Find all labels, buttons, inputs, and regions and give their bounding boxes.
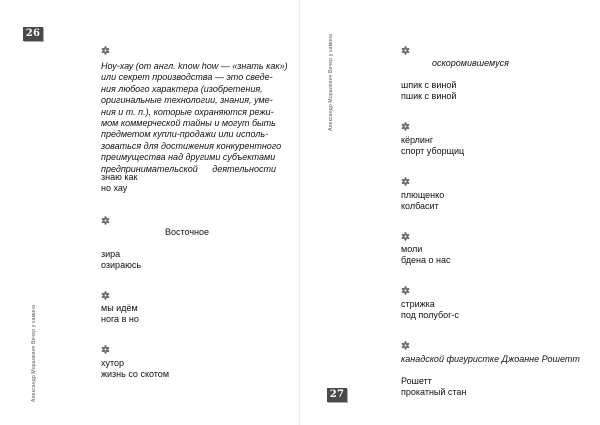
- definition-block: [101, 61, 288, 175]
- flower-ornament-icon: [101, 291, 110, 300]
- running-head-left: Александр Моралевич Вечер у камина: [31, 304, 37, 402]
- definition-line: мом коммерческой тайны и могут быть: [101, 118, 276, 129]
- flower-ornament-icon: [401, 232, 410, 241]
- poem-line: мы идём: [101, 303, 138, 313]
- definition-line: или секрет производства — это сведе-: [101, 72, 273, 83]
- definition-line: Ноу-хау (от англ. know how — «знать как»): [101, 61, 288, 71]
- poem-line: Рошетт: [401, 376, 432, 386]
- poem-line: нога в но: [101, 314, 139, 324]
- page-number-left: 26: [23, 27, 43, 41]
- definition-line: ния любого характера (изобретения,: [101, 83, 263, 94]
- poem-line: стрижка: [401, 299, 435, 309]
- right-page: [300, 0, 600, 425]
- definition-word: деятельности: [212, 163, 276, 174]
- poem-line: знаю как: [101, 172, 138, 182]
- poem-title: оскоромившемуся: [432, 58, 509, 68]
- poem-line: озираюсь: [101, 260, 142, 270]
- poem-line: прокатный стан: [401, 387, 467, 397]
- definition-line: преимущества над другими субъектами: [101, 152, 276, 163]
- page-number-right: 27: [327, 388, 347, 402]
- poem-line: кёрлинг: [401, 135, 434, 145]
- poem-title: Восточное: [165, 227, 210, 237]
- poem-line: под полубог-с: [401, 310, 459, 320]
- poem-line: плющенко: [401, 190, 445, 200]
- definition-line: предметом купли-продажи или исполь-: [101, 129, 269, 140]
- flower-ornament-icon: [401, 46, 410, 55]
- flower-ornament-icon: [401, 341, 410, 350]
- flower-ornament-icon: [401, 286, 410, 295]
- definition-word: предпринимательской: [101, 163, 198, 174]
- poem-line: жизнь со скотом: [101, 369, 170, 379]
- poem-line: моли: [401, 244, 423, 254]
- poem-line: колбасит: [401, 201, 439, 211]
- poem-line: спорт уборщиц: [401, 146, 465, 156]
- definition-line: оригинальные технологии, знания, уме-: [101, 95, 273, 106]
- poem-line: зира: [101, 249, 121, 259]
- poem-line: шпик с виной: [401, 80, 457, 90]
- poem-line: бдена о нас: [401, 255, 451, 265]
- running-head-right: Александр Моралевич Вечер у камина: [328, 33, 334, 131]
- flower-ornament-icon: [101, 46, 110, 55]
- definition-line: ния и т. п.), которые охраняются режи-: [101, 106, 274, 117]
- flower-ornament-icon: [401, 122, 410, 131]
- poem-line: хутор: [101, 358, 125, 368]
- poem-dedication: канадской фигуристке Джоанне Рошетт: [401, 354, 580, 364]
- flower-ornament-icon: [101, 216, 110, 225]
- poem-line: но хау: [101, 183, 128, 193]
- definition-line: зоваться для достижения конкурентного: [101, 140, 282, 151]
- flower-ornament-icon: [101, 345, 110, 354]
- flower-ornament-icon: [401, 177, 410, 186]
- poem-line: пшик с виной: [401, 91, 457, 101]
